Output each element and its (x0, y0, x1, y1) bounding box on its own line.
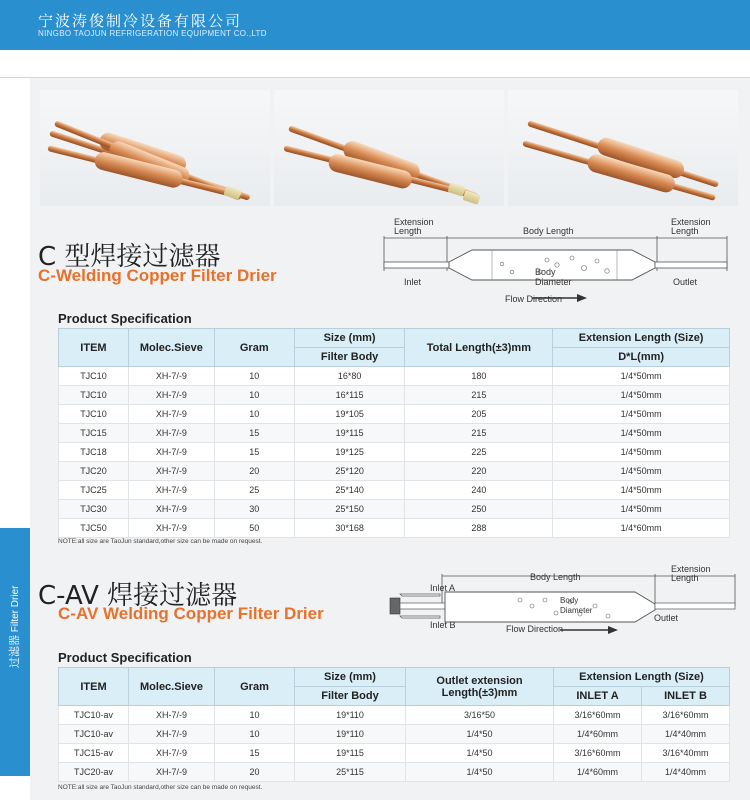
col-extension: Extension Length (Size) (553, 329, 730, 348)
table-cell: 16*80 (294, 367, 405, 386)
table-cell: 25 (214, 481, 294, 500)
section1-spec-label: Product Specification (58, 311, 192, 326)
section2-title-en: C-AV Welding Copper Filter Drier (58, 604, 324, 623)
table-cell: 25*120 (294, 462, 405, 481)
section1-title-en: C-Welding Copper Filter Drier (38, 266, 277, 285)
table-cell: 180 (405, 367, 553, 386)
table-cell: 1/4*50mm (553, 367, 730, 386)
av-body-diameter-label: Body Diameter (560, 596, 593, 615)
col-sieve: Molec.Sieve (128, 329, 214, 367)
col-filter-body: Filter Body (295, 687, 406, 706)
table-cell: 15 (215, 744, 295, 763)
table-row (59, 744, 730, 763)
table-cell: XH-7/-9 (128, 519, 214, 538)
table-cell: TJC50 (59, 519, 129, 538)
table-cell: 250 (405, 500, 553, 519)
table-cell: TJC20-av (59, 763, 129, 782)
col-total-length: Total Length(±3)mm (405, 329, 553, 367)
table-cell: 1/4*50mm (553, 443, 730, 462)
table-row (59, 481, 730, 500)
side-tab-label (6, 586, 22, 668)
table-cell: TJC25 (59, 481, 129, 500)
table-cell: 1/4*60mm (553, 519, 730, 538)
table-cell: XH-7/-9 (128, 424, 214, 443)
col-dl: D*L(mm) (553, 348, 730, 367)
table-cell: TJC10-av (59, 706, 129, 725)
table-cell: 20 (214, 462, 294, 481)
table-cell: 1/4*50 (406, 763, 554, 782)
table-cell: XH-7/-9 (129, 706, 215, 725)
table-cell: XH-7/-9 (128, 386, 214, 405)
col-item: ITEM (59, 329, 129, 367)
table-cell: 30 (214, 500, 294, 519)
table-cell: 1/4*50 (406, 744, 554, 763)
body-length-label: Body Length (523, 226, 574, 236)
table-row (59, 519, 730, 538)
table-row (59, 424, 730, 443)
col-inlet-a: INLET A (554, 687, 642, 706)
table-cell: TJC15 (59, 424, 129, 443)
table-row (59, 367, 730, 386)
av-extension-length-label: Extension Length (671, 564, 711, 583)
table-cell: 3/16*60mm (554, 706, 642, 725)
table-cell: TJC10 (59, 405, 129, 424)
section1-spec-table (58, 328, 730, 538)
table-row (59, 725, 730, 744)
extension-length-left-label: Extension Length (394, 217, 434, 236)
table-cell: 10 (214, 367, 294, 386)
section1-title-cn: C 型焊接过滤器 (38, 242, 221, 272)
col-outlet-extension: Outlet extension Length(±3)mm (406, 668, 554, 706)
table-cell: 1/4*60mm (554, 763, 642, 782)
table-cell: XH-7/-9 (128, 481, 214, 500)
av-flow-direction-label: Flow Direction (506, 624, 564, 634)
table-cell: XH-7/-9 (128, 367, 214, 386)
col-size: Size (mm) (295, 668, 406, 687)
table-cell: XH-7/-9 (129, 744, 215, 763)
col-sieve: Molec.Sieve (129, 668, 215, 706)
table-cell: 3/16*50 (406, 706, 554, 725)
table-cell: 225 (405, 443, 553, 462)
section1-note: NOTE:all size are TaoJun standard,other size can be made on request. (58, 538, 263, 545)
table-cell: 1/4*40mm (642, 725, 730, 744)
table-cell: 16*115 (294, 386, 405, 405)
outlet-label: Outlet (673, 277, 698, 287)
table-cell: 25*140 (294, 481, 405, 500)
table-cell: XH-7/-9 (129, 763, 215, 782)
table-cell: 1/4*50mm (553, 481, 730, 500)
body-diameter-label: Body Diameter (535, 267, 572, 287)
col-size: Size (mm) (294, 329, 405, 348)
table-cell: 25*115 (295, 763, 406, 782)
table-row (59, 763, 730, 782)
table-cell: TJC20 (59, 462, 129, 481)
content-panel (30, 78, 750, 800)
table-cell: XH-7/-9 (128, 500, 214, 519)
section2-spec-label: Product Specification (58, 650, 192, 665)
table-cell: XH-7/-9 (128, 462, 214, 481)
table-cell: 10 (214, 405, 294, 424)
table-cell: 1/4*50mm (553, 386, 730, 405)
table-cell: 220 (405, 462, 553, 481)
col-item: ITEM (59, 668, 129, 706)
table-row (59, 706, 730, 725)
table-cell: 3/16*40mm (642, 744, 730, 763)
company-name-en: NINGBO TAOJUN REFRIGERATION EQUIPMENT CO.,LTD (38, 29, 267, 38)
table-cell: 3/16*60mm (642, 706, 730, 725)
table-row (59, 462, 730, 481)
table-cell: XH-7/-9 (128, 443, 214, 462)
flow-direction-label: Flow Direction (505, 294, 563, 304)
side-tab-en: Filter Drier (10, 585, 21, 633)
inlet-label: Inlet (404, 277, 422, 287)
table-cell: TJC30 (59, 500, 129, 519)
table-cell: 1/4*50mm (553, 462, 730, 481)
table-cell: 240 (405, 481, 553, 500)
table-cell: 15 (214, 443, 294, 462)
table-cell: 1/4*40mm (642, 763, 730, 782)
col-filter-body: Filter Body (294, 348, 405, 367)
av-outlet-label: Outlet (654, 613, 679, 623)
table-cell: 19*115 (295, 744, 406, 763)
filter-drier-pair-photo (274, 90, 504, 206)
company-name-cn: 宁波涛俊制冷设备有限公司 (38, 12, 243, 30)
col-gram: Gram (215, 668, 295, 706)
table-cell: 10 (215, 725, 295, 744)
table-cell: 215 (405, 386, 553, 405)
section2-note: NOTE:all size are TaoJun standard,other size can be made on request. (58, 784, 263, 791)
table-cell: 30*168 (294, 519, 405, 538)
table-cell: 3/16*60mm (554, 744, 642, 763)
table-cell: TJC15-av (59, 744, 129, 763)
table-cell: 1/4*50mm (553, 500, 730, 519)
side-tab-cn: 过滤器 (9, 635, 21, 668)
table-row (59, 386, 730, 405)
table-cell: XH-7/-9 (128, 405, 214, 424)
table-cell: 15 (214, 424, 294, 443)
table-cell: 20 (215, 763, 295, 782)
extension-length-right-label: Extension Length (671, 217, 711, 236)
inlet-a-label: Inlet A (430, 583, 456, 593)
table-cell: 19*115 (294, 424, 405, 443)
table-cell: 1/4*60mm (554, 725, 642, 744)
table-cell: TJC10 (59, 367, 129, 386)
table-cell: 288 (405, 519, 553, 538)
col-gram: Gram (214, 329, 294, 367)
table-row (59, 405, 730, 424)
table-cell: 19*110 (295, 706, 406, 725)
table-cell: 215 (405, 424, 553, 443)
table-cell: 19*105 (294, 405, 405, 424)
table-cell: 25*150 (294, 500, 405, 519)
table-cell: TJC10-av (59, 725, 129, 744)
table-cell: 1/4*50mm (553, 424, 730, 443)
table-cell: 19*125 (294, 443, 405, 462)
filter-drier-bundle-photo (40, 90, 270, 206)
table-cell: 1/4*50mm (553, 405, 730, 424)
av-body-length-label: Body Length (530, 572, 581, 582)
inlet-b-label: Inlet B (430, 620, 456, 630)
table-row (59, 500, 730, 519)
filter-drier-av-photo (508, 90, 738, 206)
col-extension: Extension Length (Size) (554, 668, 730, 687)
table-cell: 205 (405, 405, 553, 424)
company-header (0, 0, 750, 50)
table-cell: XH-7/-9 (129, 725, 215, 744)
section2-spec-table (58, 667, 730, 782)
col-inlet-b: INLET B (642, 687, 730, 706)
table-cell: 19*110 (295, 725, 406, 744)
table-cell: 10 (214, 386, 294, 405)
table-cell: TJC10 (59, 386, 129, 405)
section2-title-cn: C-AV 焊接过滤器 (38, 581, 238, 611)
table-row (59, 443, 730, 462)
table-cell: 50 (214, 519, 294, 538)
table-cell: 1/4*50 (406, 725, 554, 744)
table-cell: TJC18 (59, 443, 129, 462)
table-cell: 10 (215, 706, 295, 725)
